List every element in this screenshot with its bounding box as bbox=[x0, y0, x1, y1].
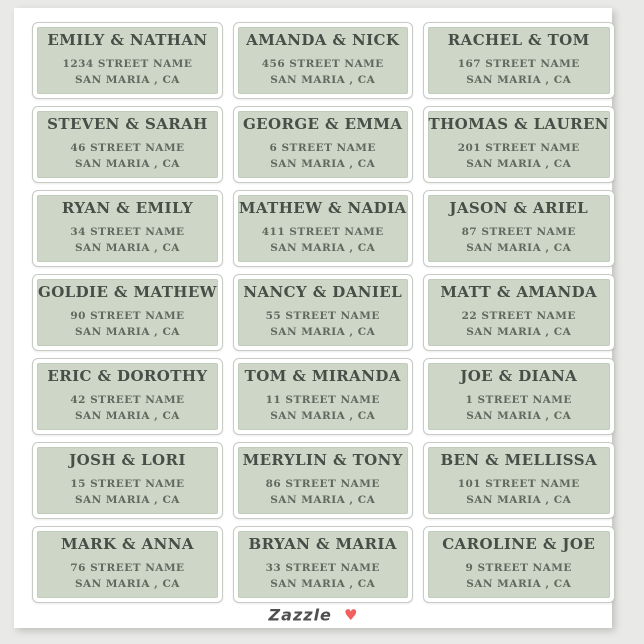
couple-names: MERYLIN & TONY bbox=[242, 451, 403, 470]
street-address: 6 STREET NAME bbox=[269, 142, 376, 155]
address-label-sticker bbox=[233, 526, 413, 603]
street-address: 11 STREET NAME bbox=[265, 394, 380, 407]
address-label-sticker bbox=[423, 526, 615, 603]
couple-names: GOLDIE & MATHEW bbox=[38, 283, 217, 302]
couple-names: BRYAN & MARIA bbox=[248, 535, 397, 554]
address-label-sticker bbox=[233, 442, 413, 519]
city-state: SAN MARIA , CA bbox=[74, 241, 180, 254]
address-label-face bbox=[238, 195, 408, 262]
street-address: 15 STREET NAME bbox=[70, 478, 185, 491]
couple-names: GEORGE & EMMA bbox=[242, 115, 403, 134]
address-label-face bbox=[428, 531, 610, 598]
city-state: SAN MARIA , CA bbox=[74, 73, 180, 86]
address-label-face bbox=[238, 447, 408, 514]
address-label-face bbox=[428, 447, 610, 514]
city-state: SAN MARIA , CA bbox=[270, 577, 376, 590]
address-label-sticker bbox=[423, 274, 615, 351]
couple-names: JOE & DIANA bbox=[460, 367, 578, 386]
street-address: 55 STREET NAME bbox=[265, 310, 380, 323]
heart-icon: ♥ bbox=[344, 605, 358, 624]
city-state: SAN MARIA , CA bbox=[270, 241, 376, 254]
address-label-sticker bbox=[32, 442, 223, 519]
couple-names: TOM & MIRANDA bbox=[244, 367, 401, 386]
address-label-face bbox=[37, 279, 218, 346]
city-state: SAN MARIA , CA bbox=[270, 157, 376, 170]
address-label-sticker bbox=[32, 106, 223, 183]
street-address: 201 STREET NAME bbox=[457, 142, 580, 155]
city-state: SAN MARIA , CA bbox=[270, 325, 376, 338]
address-label-sticker bbox=[423, 106, 615, 183]
city-state: SAN MARIA , CA bbox=[270, 73, 376, 86]
address-label-face bbox=[428, 279, 610, 346]
street-address: 46 STREET NAME bbox=[70, 142, 185, 155]
address-label-sticker bbox=[32, 22, 223, 99]
address-label-face bbox=[37, 195, 218, 262]
address-label-face bbox=[428, 363, 610, 430]
city-state: SAN MARIA , CA bbox=[74, 409, 180, 422]
city-state: SAN MARIA , CA bbox=[466, 241, 572, 254]
address-label-face bbox=[428, 111, 610, 178]
city-state: SAN MARIA , CA bbox=[74, 577, 180, 590]
address-label-face bbox=[37, 111, 218, 178]
address-label-sticker bbox=[423, 22, 615, 99]
couple-names: RYAN & EMILY bbox=[61, 199, 194, 218]
couple-names: CAROLINE & JOE bbox=[442, 535, 596, 554]
street-address: 76 STREET NAME bbox=[70, 562, 185, 575]
address-label-face bbox=[238, 27, 408, 94]
couple-names: RACHEL & TOM bbox=[447, 31, 590, 50]
couple-names: MATHEW & NADIA bbox=[238, 199, 407, 218]
address-label-sticker bbox=[233, 358, 413, 435]
city-state: SAN MARIA , CA bbox=[466, 577, 572, 590]
address-label-sticker bbox=[32, 358, 223, 435]
address-label-face bbox=[37, 27, 218, 94]
city-state: SAN MARIA , CA bbox=[74, 157, 180, 170]
street-address: 87 STREET NAME bbox=[461, 226, 576, 239]
street-address: 33 STREET NAME bbox=[265, 562, 380, 575]
street-address: 1234 STREET NAME bbox=[62, 58, 193, 71]
city-state: SAN MARIA , CA bbox=[74, 325, 180, 338]
address-label-face bbox=[37, 363, 218, 430]
street-address: 90 STREET NAME bbox=[70, 310, 185, 323]
address-label-face bbox=[428, 195, 610, 262]
labels-grid bbox=[32, 22, 609, 603]
zazzle-logo: Zazzle bbox=[268, 605, 332, 624]
watermark-footer bbox=[14, 607, 612, 624]
address-label-face bbox=[428, 27, 610, 94]
address-label-face bbox=[238, 531, 408, 598]
street-address: 42 STREET NAME bbox=[70, 394, 185, 407]
address-label-sticker bbox=[423, 358, 615, 435]
label-sheet bbox=[14, 8, 612, 628]
couple-names: MATT & AMANDA bbox=[440, 283, 598, 302]
street-address: 1 STREET NAME bbox=[465, 394, 572, 407]
address-label-face bbox=[37, 447, 218, 514]
city-state: SAN MARIA , CA bbox=[466, 157, 572, 170]
address-label-sticker bbox=[423, 190, 615, 267]
couple-names: THOMAS & LAUREN bbox=[428, 115, 609, 134]
street-address: 22 STREET NAME bbox=[461, 310, 576, 323]
street-address: 456 STREET NAME bbox=[261, 58, 384, 71]
street-address: 101 STREET NAME bbox=[457, 478, 580, 491]
address-label-face bbox=[238, 111, 408, 178]
address-label-sticker bbox=[233, 190, 413, 267]
couple-names: JOSH & LORI bbox=[69, 451, 186, 470]
address-label-face bbox=[238, 279, 408, 346]
address-label-sticker bbox=[233, 274, 413, 351]
city-state: SAN MARIA , CA bbox=[270, 409, 376, 422]
city-state: SAN MARIA , CA bbox=[466, 325, 572, 338]
couple-names: EMILY & NATHAN bbox=[47, 31, 208, 50]
couple-names: NANCY & DANIEL bbox=[243, 283, 403, 302]
address-label-sticker bbox=[233, 22, 413, 99]
city-state: SAN MARIA , CA bbox=[466, 409, 572, 422]
city-state: SAN MARIA , CA bbox=[270, 493, 376, 506]
street-address: 34 STREET NAME bbox=[70, 226, 185, 239]
address-label-face bbox=[238, 363, 408, 430]
couple-names: AMANDA & NICK bbox=[246, 31, 400, 50]
street-address: 9 STREET NAME bbox=[465, 562, 572, 575]
address-label-sticker bbox=[32, 274, 223, 351]
street-address: 411 STREET NAME bbox=[261, 226, 384, 239]
street-address: 167 STREET NAME bbox=[457, 58, 580, 71]
street-address: 86 STREET NAME bbox=[265, 478, 380, 491]
city-state: SAN MARIA , CA bbox=[74, 493, 180, 506]
address-label-sticker bbox=[233, 106, 413, 183]
city-state: SAN MARIA , CA bbox=[466, 73, 572, 86]
address-label-sticker bbox=[32, 526, 223, 603]
couple-names: ERIC & DOROTHY bbox=[47, 367, 208, 386]
address-label-sticker bbox=[32, 190, 223, 267]
couple-names: BEN & MELLISSA bbox=[440, 451, 597, 470]
address-label-face bbox=[37, 531, 218, 598]
city-state: SAN MARIA , CA bbox=[466, 493, 572, 506]
couple-names: JASON & ARIEL bbox=[449, 199, 589, 218]
couple-names: STEVEN & SARAH bbox=[47, 115, 208, 134]
address-label-sticker bbox=[423, 442, 615, 519]
couple-names: MARK & ANNA bbox=[61, 535, 194, 554]
